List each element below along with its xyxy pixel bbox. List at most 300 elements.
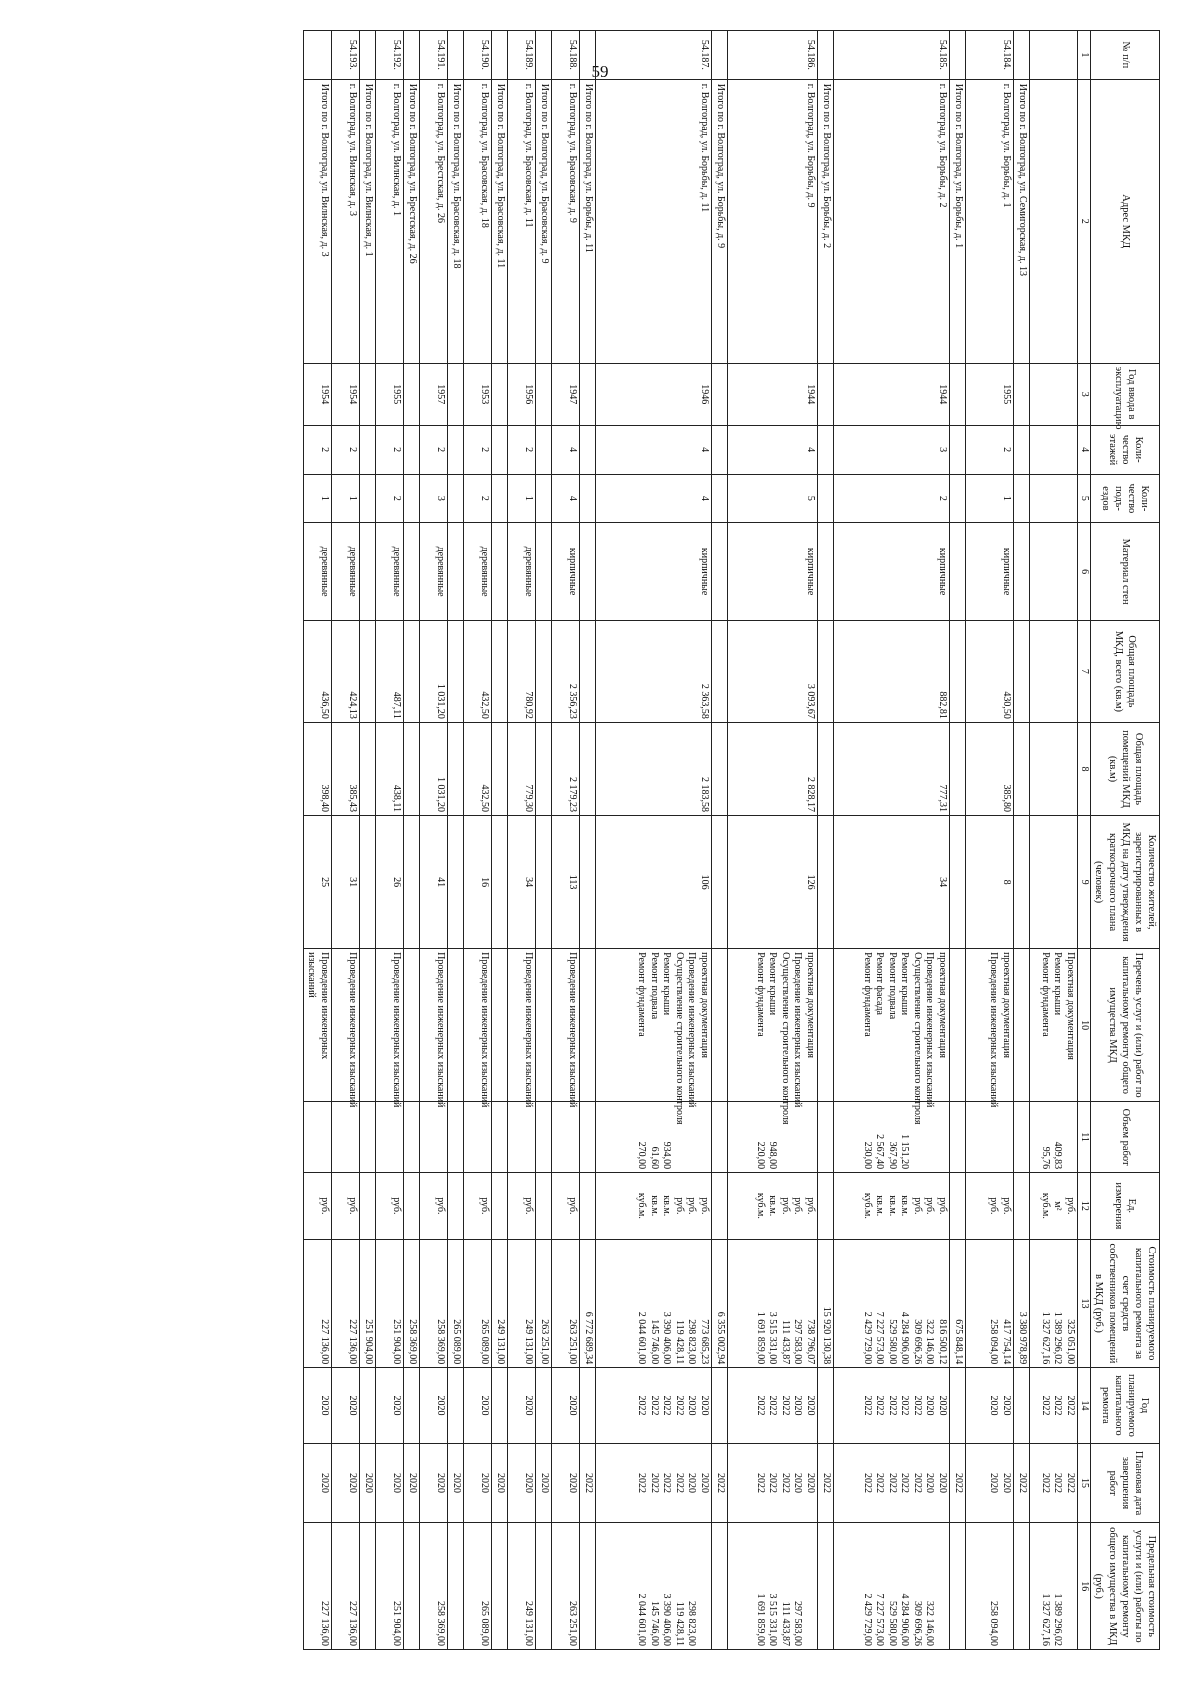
plan-year-cell — [507, 1368, 535, 1443]
total-row — [535, 31, 551, 1650]
total-cost-cell: 251 904,00 — [359, 1239, 375, 1368]
unit-cell-line: куб.м. — [861, 1192, 873, 1219]
column-number: 9 — [1077, 816, 1091, 949]
plan-year-cell-line: 2020 — [1000, 1395, 1012, 1416]
limit-cost-cell — [727, 1523, 817, 1650]
address-cell: г. Волгоград, ул. Вилнская, д. 3 — [331, 79, 359, 363]
due-date-cell-line: 2022 — [861, 1473, 873, 1494]
empty-cell — [711, 425, 727, 474]
floors-cell: 2 — [419, 425, 447, 474]
premises-area-cell: 779,30 — [507, 722, 535, 815]
address-cell: г. Волгоград, ул. Борьбы, д. 1 — [965, 79, 1013, 363]
volume-cell-line: 270,00 — [636, 1141, 648, 1170]
due-date-cell-line: 2020 — [804, 1473, 816, 1494]
work-item-cell-line: Ремонт крыши — [1052, 952, 1064, 1016]
empty-cell — [817, 474, 833, 523]
row-number-cell — [1013, 31, 1029, 80]
plan-year-cell-line: 2022 — [911, 1395, 923, 1416]
work-item-cell — [595, 949, 711, 1125]
cost-cell — [551, 1239, 579, 1368]
limit-cost-cell-line: 4 284 906,00 — [899, 1593, 911, 1646]
due-date-cell-line: 2022 — [661, 1473, 673, 1494]
empty-cell — [579, 620, 595, 722]
unit-cell-line: м² — [1052, 1201, 1064, 1211]
due-date-cell: 2022 — [711, 1443, 727, 1523]
work-item-cell-line: Ремонт фундамента — [861, 952, 873, 1037]
empty-cell — [579, 949, 595, 1102]
due-date-cell-line: 2020 — [792, 1473, 804, 1494]
plan-year-cell — [331, 1368, 359, 1443]
unit-cell-line: руб. — [346, 1197, 358, 1215]
residents-cell: 113 — [551, 816, 579, 949]
empty-cell — [949, 1102, 965, 1173]
wall-material-cell: кирпичные — [551, 523, 579, 621]
unit-cell-line: руб. — [936, 1197, 948, 1215]
column-number: 3 — [1077, 363, 1091, 425]
total-cost-cell: 227 136,00 — [303, 1239, 331, 1368]
work-item-cell-line: Ремонт крыши — [661, 952, 673, 1016]
empty-cell — [447, 1523, 463, 1650]
due-date-cell: 2022 — [579, 1443, 595, 1523]
empty-cell — [535, 620, 551, 722]
work-item-cell-line: Осуществление строительного контроля — [779, 952, 791, 1125]
total-cost-cell: 675 848,14 — [949, 1239, 965, 1368]
due-date-cell-line: 2020 — [686, 1473, 698, 1494]
empty-cell — [1013, 474, 1029, 523]
work-item-cell — [1029, 949, 1077, 1102]
limit-cost-cell-line: 249 131,00 — [522, 1601, 534, 1646]
plan-year-cell-line: 2022 — [661, 1395, 673, 1416]
floors-cell: 4 — [727, 425, 817, 474]
cost-cell-line: 119 428,11 — [673, 1319, 685, 1365]
plan-year-cell — [375, 1368, 403, 1443]
work-item-cell-line: Проведение инженерных изысканий — [390, 952, 402, 1108]
cost-cell — [507, 1239, 535, 1368]
empty-cell — [1013, 620, 1029, 722]
due-date-cell: 2020 — [535, 1443, 551, 1523]
work-item-cell-line: Осуществление строительного контроля — [911, 952, 923, 1125]
empty-cell — [491, 1102, 507, 1173]
premises-area-cell: 438,11 — [375, 722, 403, 815]
plan-year-cell-line: 2020 — [698, 1395, 710, 1416]
header-cell: Материал стен — [1091, 523, 1160, 621]
total-row — [579, 31, 595, 1650]
empty-cell — [447, 1173, 463, 1240]
column-number: 2 — [1077, 79, 1091, 363]
due-date-cell-line: 2020 — [346, 1473, 358, 1494]
volume-cell-line: 220,00 — [754, 1141, 766, 1170]
empty-cell — [491, 1523, 507, 1650]
premises-area-cell: 2 828,17 — [727, 722, 817, 815]
table-row — [419, 31, 447, 1650]
work-item-cell — [727, 949, 817, 1125]
total-row — [817, 31, 833, 1650]
total-area-cell: 780,92 — [507, 620, 535, 722]
floors-cell: 2 — [463, 425, 491, 474]
volume-cell-line: 409,83 — [1052, 1141, 1064, 1170]
empty-cell — [447, 1102, 463, 1173]
plan-year-cell-line: 2020 — [792, 1395, 804, 1416]
due-date-cell — [727, 1443, 817, 1523]
cost-cell-line: 227 136,00 — [346, 1319, 358, 1365]
plan-year-cell-line: 2020 — [936, 1395, 948, 1416]
table-row — [551, 31, 579, 1650]
empty-cell — [403, 474, 419, 523]
work-item-cell — [375, 949, 403, 1108]
empty-cell — [579, 1368, 595, 1443]
table-row — [833, 31, 949, 1650]
empty-cell — [949, 816, 965, 949]
cost-cell — [965, 1239, 1013, 1368]
empty-cell — [447, 949, 463, 1102]
floors-cell: 2 — [303, 425, 331, 474]
plan-year-cell-line: 2020 — [566, 1395, 578, 1416]
year-built-cell: 1944 — [727, 363, 817, 425]
wall-material-cell: кирпичные — [965, 523, 1013, 621]
total-row — [303, 31, 331, 1650]
empty-cell — [359, 816, 375, 949]
due-date-cell-line: 2022 — [779, 1473, 791, 1494]
address-cell: г. Волгоград, ул. Вилнская, д. 1 — [375, 79, 403, 363]
empty-cell — [1013, 722, 1029, 815]
cost-cell — [1029, 1239, 1077, 1368]
table-row — [507, 31, 535, 1650]
empty-cell — [711, 949, 727, 1102]
entrances-cell: 1 — [303, 474, 331, 523]
plan-year-cell-line: 2022 — [1039, 1395, 1051, 1416]
unit-cell-line: руб. — [434, 1197, 446, 1215]
empty-cell — [1013, 949, 1029, 1102]
row-number-cell — [817, 31, 833, 80]
cost-cell-line: 249 131,00 — [522, 1319, 534, 1365]
unit-cell-line: кв.м. — [874, 1195, 886, 1217]
capital-repair-table — [303, 30, 1160, 1650]
plan-year-cell-line: 2022 — [1064, 1395, 1076, 1416]
cost-cell-line: 145 746,00 — [648, 1319, 660, 1365]
row-number-cell: 54.191. — [419, 31, 447, 80]
unit-cell-line: кв.м. — [661, 1195, 673, 1217]
empty-cell — [359, 474, 375, 523]
unit-cell — [419, 1173, 447, 1240]
volume-cell-line — [685, 1105, 698, 1169]
row-number-cell: 54.187. — [595, 31, 711, 80]
column-number: 13 — [1077, 1239, 1091, 1368]
volume-cell — [507, 1102, 535, 1173]
table-row — [375, 31, 403, 1650]
limit-cost-cell-line: 227 136,00 — [346, 1601, 358, 1646]
due-date-cell-line: 2020 — [566, 1473, 578, 1494]
due-date-cell — [965, 1443, 1013, 1523]
unit-cell-line: руб. — [1000, 1197, 1012, 1215]
limit-cost-cell — [833, 1523, 949, 1650]
cost-cell-line: 417 754,14 — [1000, 1319, 1012, 1365]
column-number: 15 — [1077, 1443, 1091, 1523]
column-number: 7 — [1077, 620, 1091, 722]
cost-cell — [833, 1239, 949, 1368]
empty-cell — [359, 425, 375, 474]
entrances-cell: 1 — [965, 474, 1013, 523]
plan-year-cell-line: 2022 — [874, 1395, 886, 1416]
row-number-cell — [303, 31, 331, 80]
total-area-cell: 432,50 — [463, 620, 491, 722]
premises-area-cell: 2 179,23 — [551, 722, 579, 815]
floors-cell: 2 — [507, 425, 535, 474]
row-number-cell — [403, 31, 419, 80]
due-date-cell-line: 2022 — [1039, 1473, 1051, 1494]
work-item-cell-line: Ремонт крыши — [899, 952, 911, 1016]
plan-year-cell-line: 2020 — [478, 1395, 490, 1416]
due-date-cell: 2022 — [817, 1443, 833, 1523]
limit-cost-cell-line: 1 327 627,16 — [1039, 1593, 1051, 1646]
empty-cell — [579, 816, 595, 949]
empty-cell — [359, 363, 375, 425]
empty-cell — [447, 474, 463, 523]
empty-cell — [447, 523, 463, 621]
residents-cell: 16 — [463, 816, 491, 949]
due-date-cell-line: 2020 — [390, 1473, 402, 1494]
cost-cell-line: 3 515 331,00 — [767, 1311, 779, 1365]
work-item-cell-line: Проведение инженерных изысканий — [434, 952, 446, 1108]
limit-cost-cell — [551, 1523, 579, 1650]
row-number-cell — [491, 31, 507, 80]
header-cell: Перечень услуг и (или) работ по капитальному ремонту общего имущества МКД — [1091, 949, 1160, 1102]
total-area-cell: 430,50 — [965, 620, 1013, 722]
limit-cost-cell-line: 3 390 406,00 — [661, 1593, 673, 1646]
unit-cell-line: куб.м. — [1039, 1192, 1051, 1219]
address-cell: г. Волгоград, ул. Брасовская, д. 18 — [463, 79, 491, 363]
address-cell: г. Волгоград, ул. Борьбы, д. 9 — [727, 79, 817, 363]
total-area-cell: 487,11 — [375, 620, 403, 722]
volume-cell-line: 2 567,40 — [874, 1134, 886, 1170]
wall-material-cell: деревянные — [303, 523, 331, 621]
due-date-cell — [595, 1443, 711, 1523]
volume-cell-line — [1063, 1105, 1076, 1169]
empty-cell — [949, 949, 965, 1102]
total-area-cell: 424,13 — [331, 620, 359, 722]
due-date-cell-line: 2022 — [911, 1473, 923, 1494]
due-date-cell-line: 2022 — [874, 1473, 886, 1494]
due-date-cell-line: 2020 — [522, 1473, 534, 1494]
wall-material-cell: кирпичные — [833, 523, 949, 621]
plan-year-cell — [463, 1368, 491, 1443]
empty-cell — [579, 523, 595, 621]
plan-year-cell-line: 2022 — [779, 1395, 791, 1416]
due-date-cell: 2022 — [1013, 1443, 1029, 1523]
due-date-cell-line: 2022 — [886, 1473, 898, 1494]
cost-cell-line: 1 327 627,16 — [1039, 1311, 1051, 1365]
empty-cell — [711, 1173, 727, 1240]
volume-cell-line: 61,60 — [648, 1146, 660, 1170]
limit-cost-cell — [595, 1523, 711, 1650]
row-number-cell — [949, 31, 965, 80]
empty-cell — [1013, 1523, 1029, 1650]
limit-cost-cell-line: 2 429 729,00 — [861, 1593, 873, 1646]
residents-cell: 126 — [727, 816, 817, 949]
due-date-cell: 2020 — [303, 1443, 331, 1523]
work-item-cell-line: проектная документация — [698, 952, 710, 1059]
unit-cell — [463, 1173, 491, 1240]
plan-year-cell-line: 2020 — [924, 1395, 936, 1416]
volume-cell — [551, 1102, 579, 1173]
cost-cell-line: 309 696,26 — [911, 1319, 923, 1365]
volume-cell — [1029, 1102, 1077, 1173]
volume-cell-line — [923, 1105, 936, 1169]
plan-year-cell-line: 2022 — [861, 1395, 873, 1416]
work-item-cell — [965, 949, 1013, 1108]
unit-cell — [595, 1173, 711, 1240]
plan-year-cell-line: 2020 — [390, 1395, 402, 1416]
unit-cell-line: куб.м. — [754, 1192, 766, 1219]
plan-year-cell — [727, 1368, 817, 1443]
empty-cell — [359, 949, 375, 1102]
volume-cell-line: 367,90 — [886, 1141, 898, 1170]
plan-year-cell-line: 2022 — [673, 1395, 685, 1416]
due-date-cell-line: 2020 — [434, 1473, 446, 1494]
floors-cell: 2 — [965, 425, 1013, 474]
limit-cost-cell-line — [935, 1526, 948, 1646]
premises-area-cell: 385,43 — [331, 722, 359, 815]
work-item-cell-line: Проведение инженерных изысканий — [924, 952, 936, 1108]
page-number: 59 — [591, 62, 609, 81]
empty-cell — [491, 425, 507, 474]
entrances-cell: 2 — [375, 474, 403, 523]
column-number: 12 — [1077, 1173, 1091, 1240]
empty-cell — [359, 1173, 375, 1240]
empty-cell — [711, 620, 727, 722]
year-built-cell: 1955 — [965, 363, 1013, 425]
total-area-cell: 882,81 — [833, 620, 949, 722]
limit-cost-cell-line: 111 433,87 — [779, 1601, 791, 1646]
empty-cell — [1013, 425, 1029, 474]
cost-cell-line: 529 580,00 — [886, 1319, 898, 1365]
floors-cell: 2 — [375, 425, 403, 474]
table-row — [965, 31, 1013, 1650]
address-cell: г. Волгоград, ул. Борьбы, д. 11 — [595, 79, 711, 363]
limit-cost-cell-line — [999, 1526, 1012, 1646]
due-date-cell — [331, 1443, 359, 1523]
empty-cell — [491, 816, 507, 949]
total-row — [491, 31, 507, 1650]
plan-year-cell-line: 2020 — [804, 1395, 816, 1416]
residents-cell: 34 — [507, 816, 535, 949]
work-item-cell-line: Проведение инженерных изысканий — [522, 952, 534, 1108]
limit-cost-cell-line — [697, 1526, 710, 1646]
empty-cell — [1029, 425, 1077, 474]
residents-cell: 26 — [375, 816, 403, 949]
empty-cell — [491, 1368, 507, 1443]
empty-cell — [817, 620, 833, 722]
limit-cost-cell-line: 298 823,00 — [686, 1601, 698, 1646]
empty-cell — [491, 1173, 507, 1240]
work-item-cell-line: проектная документация — [1000, 952, 1012, 1059]
empty-cell — [403, 1173, 419, 1240]
work-item-cell-line: Ремонт подвала — [648, 952, 660, 1020]
empty-cell — [817, 1102, 833, 1173]
due-date-cell-line: 2020 — [1000, 1473, 1012, 1494]
entrances-cell: 1 — [331, 474, 359, 523]
plan-year-cell-line: 2020 — [988, 1395, 1000, 1416]
entrances-cell: 5 — [727, 474, 817, 523]
empty-cell — [403, 363, 419, 425]
limit-cost-cell-line: 3 515 331,00 — [767, 1593, 779, 1646]
empty-cell — [403, 523, 419, 621]
column-number: 16 — [1077, 1523, 1091, 1650]
total-address-cell: Итого по г. Волгоград, ул. Брестская, д. 26 — [403, 79, 419, 363]
empty-cell — [1013, 523, 1029, 621]
year-built-cell: 1953 — [463, 363, 491, 425]
column-number: 4 — [1077, 425, 1091, 474]
floors-cell: 4 — [551, 425, 579, 474]
due-date-cell: 2020 — [403, 1443, 419, 1523]
year-built-cell: 1947 — [551, 363, 579, 425]
empty-cell — [817, 722, 833, 815]
table-row — [595, 31, 711, 1650]
header-cell: Коли-чество подъ-ездов — [1091, 474, 1160, 523]
wall-material-cell: деревянные — [463, 523, 491, 621]
volume-cell-line — [521, 1105, 534, 1169]
empty-cell — [711, 722, 727, 815]
header-cell: № п/п — [1091, 31, 1160, 80]
empty-cell — [359, 620, 375, 722]
rotated-table-container — [45, 30, 1160, 1650]
empty-cell — [1029, 816, 1077, 949]
empty-cell — [535, 363, 551, 425]
cost-cell — [419, 1239, 447, 1368]
volume-cell-line: 1 151,20 — [899, 1134, 911, 1170]
header-cell: Общая площадь МКД, всего (кв.м) — [1091, 620, 1160, 722]
wall-material-cell: деревянные — [419, 523, 447, 621]
unit-cell — [375, 1173, 403, 1240]
volume-cell-line — [565, 1105, 578, 1169]
empty-cell — [359, 523, 375, 621]
limit-cost-cell — [463, 1523, 491, 1650]
volume-cell — [419, 1102, 447, 1173]
plan-year-cell-line: 2022 — [899, 1395, 911, 1416]
row-number-cell: 54.189. — [507, 31, 535, 80]
cost-cell-line: 773 685,23 — [698, 1319, 710, 1365]
unit-cell-line: руб. — [566, 1197, 578, 1215]
entrances-cell: 3 — [419, 474, 447, 523]
empty-cell — [491, 363, 507, 425]
empty-cell — [447, 722, 463, 815]
empty-cell — [949, 523, 965, 621]
due-date-cell-line: 2020 — [478, 1473, 490, 1494]
plan-year-cell-line: 2022 — [767, 1395, 779, 1416]
work-item-cell — [419, 949, 447, 1108]
row-number-cell: 54.186. — [727, 31, 817, 80]
total-area-cell: 2 356,23 — [551, 620, 579, 722]
cost-cell-line: 322 146,00 — [924, 1319, 936, 1365]
due-date-cell-line: 2022 — [1064, 1473, 1076, 1494]
empty-cell — [949, 1173, 965, 1240]
cost-cell-line: 258 369,00 — [434, 1319, 446, 1365]
empty-cell — [1029, 523, 1077, 621]
unit-cell-line: кв.м. — [767, 1195, 779, 1217]
volume-cell — [727, 1102, 817, 1173]
entrances-cell: 2 — [833, 474, 949, 523]
plan-year-cell — [965, 1368, 1013, 1443]
volume-cell-line: 934,00 — [661, 1141, 673, 1170]
unit-cell — [551, 1173, 579, 1240]
year-built-cell: 1957 — [419, 363, 447, 425]
due-date-cell-line: 2020 — [936, 1473, 948, 1494]
total-area-cell: 3 093,67 — [727, 620, 817, 722]
unit-cell-line: кв.м. — [899, 1195, 911, 1217]
work-item-cell — [507, 949, 535, 1108]
unit-cell — [833, 1173, 949, 1240]
empty-cell — [1013, 363, 1029, 425]
plan-year-cell — [551, 1368, 579, 1443]
